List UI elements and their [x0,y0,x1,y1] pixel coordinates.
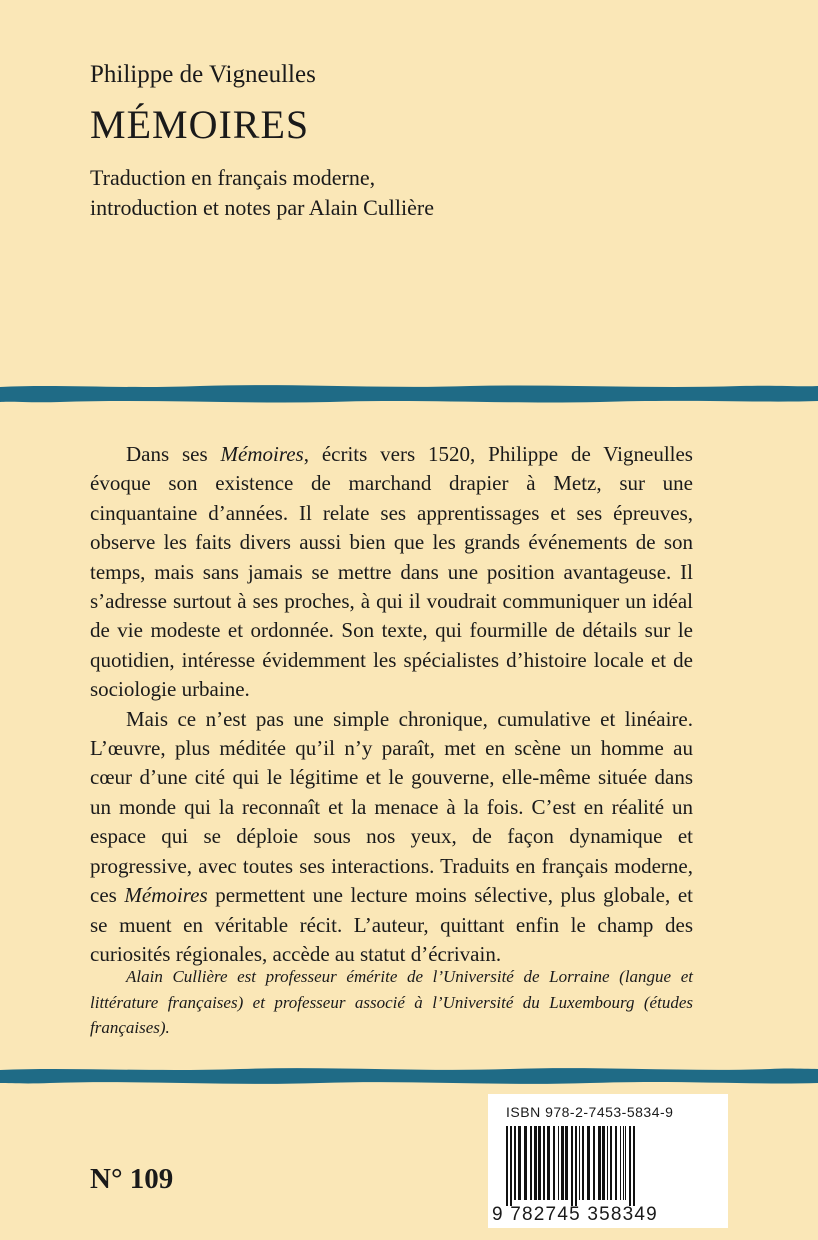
barcode-bar [575,1126,577,1206]
book-title: MÉMOIRES [90,102,310,147]
isbn-label: ISBN 978-2-7453-5834-9 [506,1104,674,1120]
barcode-bar [582,1126,584,1200]
paragraph-1-rest: , écrits vers 1520, Philippe de Vigneulles évoque son existence de marchand drapier à Metz, sur une cinquantaine d’années. Il relate ses apprentissages et ses épreuves, observe les faits divers aussi bien que les grands événements de son temps, mais sans jamais se mettre dans une position avantageuse. Il s’adresse surtout à ses proches, à qui il voudrait communiquer un idéal de vie modeste et ordonnée. Son texte, qui fourmille de détails sur le quotidien, intéresse évidemment les spécialistes d’histoire locale et de sociologie urbaine. [90,442,693,702]
paragraph-2 [90,705,693,970]
top-decorative-rule [0,381,818,407]
barcode-bar [629,1126,631,1206]
paragraph-1 [90,440,693,705]
barcode-bar [524,1126,527,1200]
barcode-bar [625,1126,626,1200]
barcode-bar [598,1126,601,1200]
barcode-bar [553,1126,555,1200]
barcode-bar [561,1126,564,1200]
barcode-digits: 9 782745 358349 [492,1204,658,1225]
author-bio-text: Alain Cullière est professeur émérite de l’Université de Lorraine (langue et littérature françaises) et professeur associé à l’Université du Luxembourg (études françaises). [90,967,693,1038]
description [90,440,693,969]
barcode-bar [510,1126,512,1206]
paragraph-1-start: Dans ses [126,442,221,466]
barcode-bar [543,1126,545,1200]
paragraph-2-rest: permettent une lecture moins sélective, plus globale, et se muent en véritable récit. L’auteur, quittant enfin le champ des curiosités régionales, accède au statut d’écrivain. [90,883,693,966]
barcode-bar [623,1126,624,1200]
barcode-bar [514,1126,516,1200]
barcode-bar [615,1126,617,1200]
barcode-bar [593,1126,595,1200]
series-number: N° 109 [90,1163,174,1195]
barcode-bar [633,1126,635,1206]
barcode-bar [534,1126,537,1200]
barcode-bar [610,1126,612,1200]
barcode-bar [538,1126,541,1200]
author-bio [90,964,693,1041]
barcode-bar [602,1126,605,1200]
paragraph-2-start: Mais ce n’est pas une simple chronique, cumulative et linéaire. L’œuvre, plus méditée qu’il n’y paraît, met en scène un homme au cœur d’une cité qui le légitime et le gouverne, elle-même située dans un monde qui la reconnaît et la menace à la fois. C’est en réalité un espace qui se déploie sous nos yeux, de façon dynamique et progressive, avec toutes ses interactions. Traduits en français moderne, ces [90,706,693,908]
subtitle-line-1: Traduction en français moderne, [90,165,376,190]
header [90,62,434,223]
barcode-bar [547,1126,550,1200]
bottom-decorative-rule [0,1063,818,1089]
paragraph-1-title: Mémoires [220,442,304,466]
barcode-bar [571,1126,573,1206]
barcode-bars [500,1126,726,1206]
barcode-bar [518,1126,521,1200]
subtitle [90,163,434,223]
barcode-bar [587,1126,590,1200]
barcode-bar [579,1126,580,1200]
barcode-bar [558,1126,559,1200]
paragraph-2-title: Mémoires [124,883,208,908]
barcode-bar [530,1126,532,1200]
barcode-bar [607,1126,608,1200]
barcode-bar [506,1126,508,1206]
barcode-bar [565,1126,568,1200]
barcode-block [488,1094,728,1228]
author-name: Philippe de Vigneulles [90,61,316,88]
subtitle-line-2: introduction et notes par Alain Cullière [90,195,434,220]
barcode-bar [620,1126,621,1200]
